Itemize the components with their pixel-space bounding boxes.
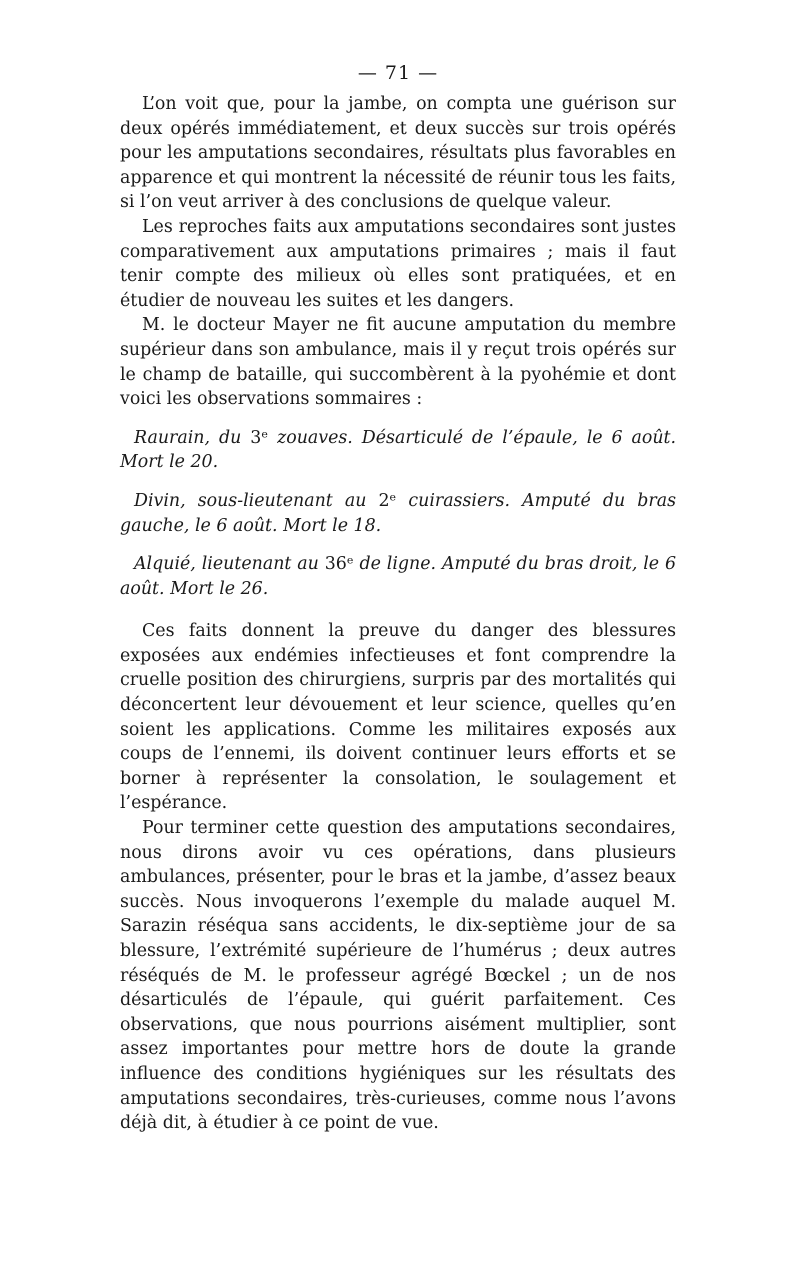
observation-unit-number: 2ᵉ	[378, 490, 397, 511]
observation-death: Mort le 26.	[170, 578, 269, 599]
paragraph-results-leg: L’on voit que, pour la jambe, on compta une guérison sur deux opérés immédiatement, et deux succès sur trois opérés pour les amputations secondaires, résultats plus favorables en apparence et qui montrent la nécessité de réunir tous les faits, si l’on veut arriver à des conclusions de quelque valeur.	[120, 94, 676, 213]
paragraph-mayer: M. le docteur Mayer ne fit aucune amputation du membre supérieur dans son ambulance, mais il y reçut trois opérés sur le champ de bataille, qui succombèrent à la pyohémie et dont voici les observations sommaires :	[120, 315, 676, 410]
paragraph-reproaches: Les reproches faits aux amputations secondaires sont justes comparativement aux amputations primaires ; mais il faut tenir compte des milieux où elles sont pratiquées, et en étudier de nouveau les suites et les dangers.	[120, 216, 676, 311]
paragraph-dangers: Ces faits donnent la preuve du danger des blessures exposées aux endémies infectieuses et font comprendre la cruelle position des chirurgiens, surpris par des mortalités qui déconcertent leur dévouement et leur science, quelles qu’en soient les applications. Comme les militaires exposés aux coups de l’ennemi, ils doivent continuer leurs efforts et se borner à représenter la consolation, le soulagement et l’espérance.	[120, 621, 676, 814]
observation-operation-date: le 6 août.	[586, 427, 677, 448]
observation-raurain	[120, 426, 676, 475]
observation-unit-prefix: du	[219, 427, 242, 448]
observation-unit-suffix: zouaves.	[277, 427, 353, 448]
observation-operation-date: le 6 août.	[195, 515, 278, 536]
paragraph-conclusion: Pour terminer cette question des amputations secondaires, nous dirons avoir vu ces opérations, dans plusieurs ambulances, présenter, pour le bras et la jambe, d’assez beaux succès. Nous invoquerons l’exemple du malade auquel M. Sarazin réséqua sans accidents, le dix-septième jour de sa blessure, l’extrémité supérieure de l’humérus ; deux autres réséqués de M. le professeur agrégé Bœckel ; un de nos désarticulés de l’épaule, qui guérit parfaitement. Ces observations, que nous pourrions aisément multiplier, sont assez importantes pour mettre hors de doute la grande influence des conditions hygiéniques sur les résultats des amputations secondaires, très-curieuses, comme nous l’avons déjà dit, à étudier à ce point de vue.	[120, 818, 676, 1134]
observation-name: Divin,	[134, 490, 186, 511]
observation-death: Mort le 18.	[283, 515, 382, 536]
observation-unit-prefix: sous-lieutenant au	[197, 490, 367, 511]
observation-name: Raurain,	[134, 427, 211, 448]
observation-unit-number: 3ᵉ	[250, 427, 269, 448]
observation-divin	[120, 489, 676, 538]
book-page	[120, 58, 676, 1136]
observation-procedure: Amputé du bras droit,	[441, 554, 638, 575]
observation-alquie	[120, 552, 676, 601]
observation-unit-prefix: lieutenant au	[201, 554, 319, 575]
observation-name: Alquié,	[134, 554, 196, 575]
observation-unit-number: 36ᵉ	[324, 554, 354, 575]
page-number: — 71 —	[357, 62, 439, 84]
observation-unit-suffix: cuirassiers.	[408, 490, 511, 511]
observation-death: Mort le 20.	[120, 452, 219, 473]
observation-unit-suffix: de ligne.	[359, 554, 437, 575]
observation-procedure: Désarticulé de l’épaule,	[361, 427, 578, 448]
observation-operation-date: le 6 août.	[120, 554, 677, 599]
observation-procedure: Amputé du bras gauche,	[120, 490, 676, 536]
